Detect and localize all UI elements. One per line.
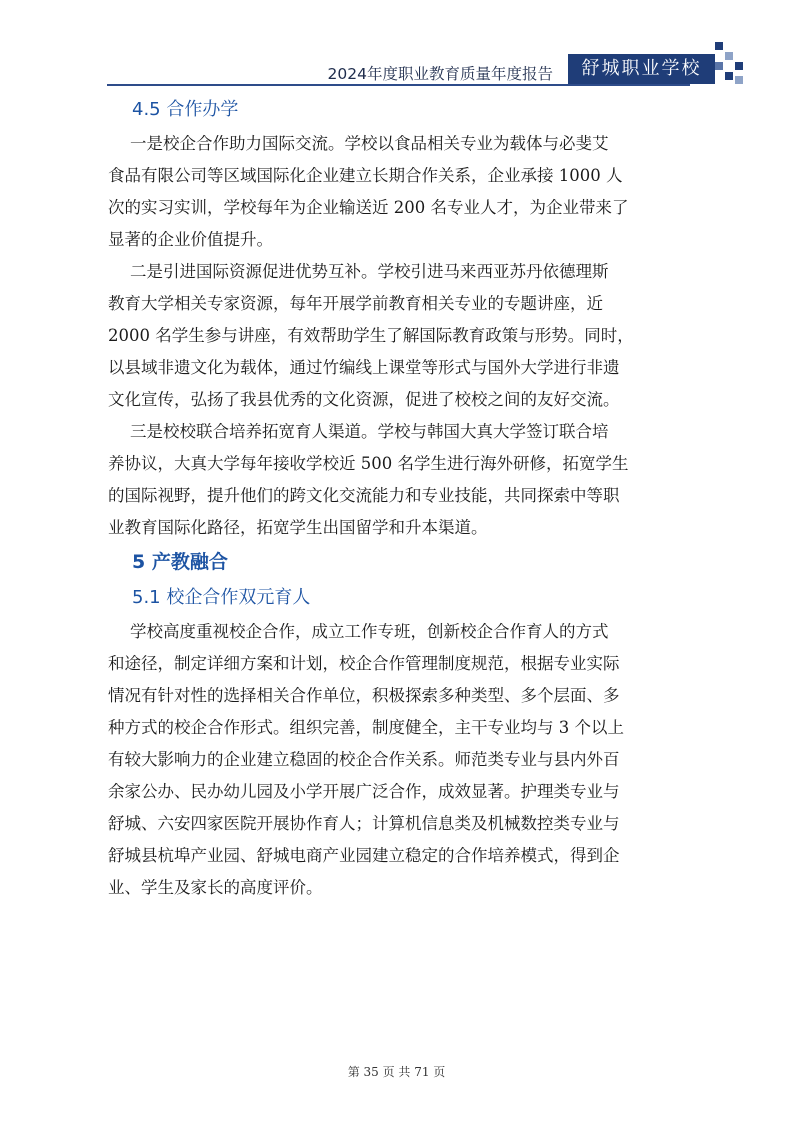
page-number: 第 35 页 共 71 页	[347, 1065, 446, 1079]
paragraph-line: 种方式的校企合作形式。组织完善，制度健全，主干专业均与 3 个以上	[108, 718, 624, 737]
paragraph-line: 情况有针对性的选择相关合作单位，积极探索多种类型、多个层面、多	[108, 686, 620, 705]
paragraph-line: 的国际视野，提升他们的跨文化交流能力和专业技能，共同探索中等职	[108, 486, 620, 505]
paragraph-line: 有较大影响力的企业建立稳固的校企合作关系。师范类专业与县内外百	[108, 750, 620, 769]
section-heading: 5 产教融合	[132, 551, 228, 573]
paragraph-line: 食品有限公司等区域国际化企业建立长期合作关系，企业承接 1000 人	[108, 166, 623, 185]
paragraph-line: 教育大学相关专家资源，每年开展学前教育相关专业的专题讲座，近	[108, 294, 603, 313]
subsection-heading: 4.5 合作办学	[132, 99, 239, 120]
paragraph	[108, 256, 708, 416]
paragraph-line: 养协议，大真大学每年接收学校近 500 名学生进行海外研修，拓宽学生	[108, 454, 629, 473]
paragraph	[108, 616, 708, 904]
paragraph-line: 二是引进国际资源促进优势互补。学校引进马来西亚苏丹依德理斯	[130, 262, 609, 281]
paragraph-line: 三是校校联合培养拓宽育人渠道。学校与韩国大真大学签订联合培	[130, 422, 609, 441]
paragraph-line: 舒城县杭埠产业园、舒城电商产业园建立稳定的合作培养模式，得到企	[108, 846, 620, 865]
school-name-badge: 舒城职业学校	[568, 54, 715, 84]
paragraph-line: 显著的企业价值提升。	[108, 230, 273, 249]
paragraph-line: 2000 名学生参与讲座，有效帮助学生了解国际教育政策与形势。同时，	[108, 326, 634, 345]
paragraph-line: 和途径，制定详细方案和计划，校企合作管理制度规范，根据专业实际	[108, 654, 620, 673]
paragraph-line: 业教育国际化路径，拓宽学生出国留学和升本渠道。	[108, 518, 488, 537]
page-header	[0, 0, 793, 90]
paragraph-line: 业、学生及家长的高度评价。	[108, 878, 323, 897]
decorative-squares-icon	[715, 40, 745, 86]
paragraph-line: 以县域非遗文化为载体，通过竹编线上课堂等形式与国外大学进行非遗	[108, 358, 620, 377]
header-rule	[107, 84, 690, 86]
paragraph-line: 文化宣传，弘扬了我县优秀的文化资源，促进了校校之间的友好交流。	[108, 390, 620, 409]
paragraph-line: 次的实习实训，学校每年为企业输送近 200 名专业人才，为企业带来了	[108, 198, 629, 217]
paragraph-line: 一是校企合作助力国际交流。学校以食品相关专业为载体与必斐艾	[130, 134, 609, 153]
paragraph-line: 学校高度重视校企合作，成立工作专班，创新校企合作育人的方式	[130, 622, 609, 641]
paragraph-line: 舒城、六安四家医院开展协作育人；计算机信息类及机械数控类专业与	[108, 814, 620, 833]
document-body	[108, 92, 708, 904]
report-title: 2024年度职业教育质量年度报告	[327, 65, 553, 83]
subsection-heading: 5.1 校企合作双元育人	[132, 587, 311, 608]
paragraph-line: 余家公办、民办幼儿园及小学开展广泛合作，成效显著。护理类专业与	[108, 782, 620, 801]
paragraph	[108, 416, 708, 544]
paragraph	[108, 128, 708, 256]
